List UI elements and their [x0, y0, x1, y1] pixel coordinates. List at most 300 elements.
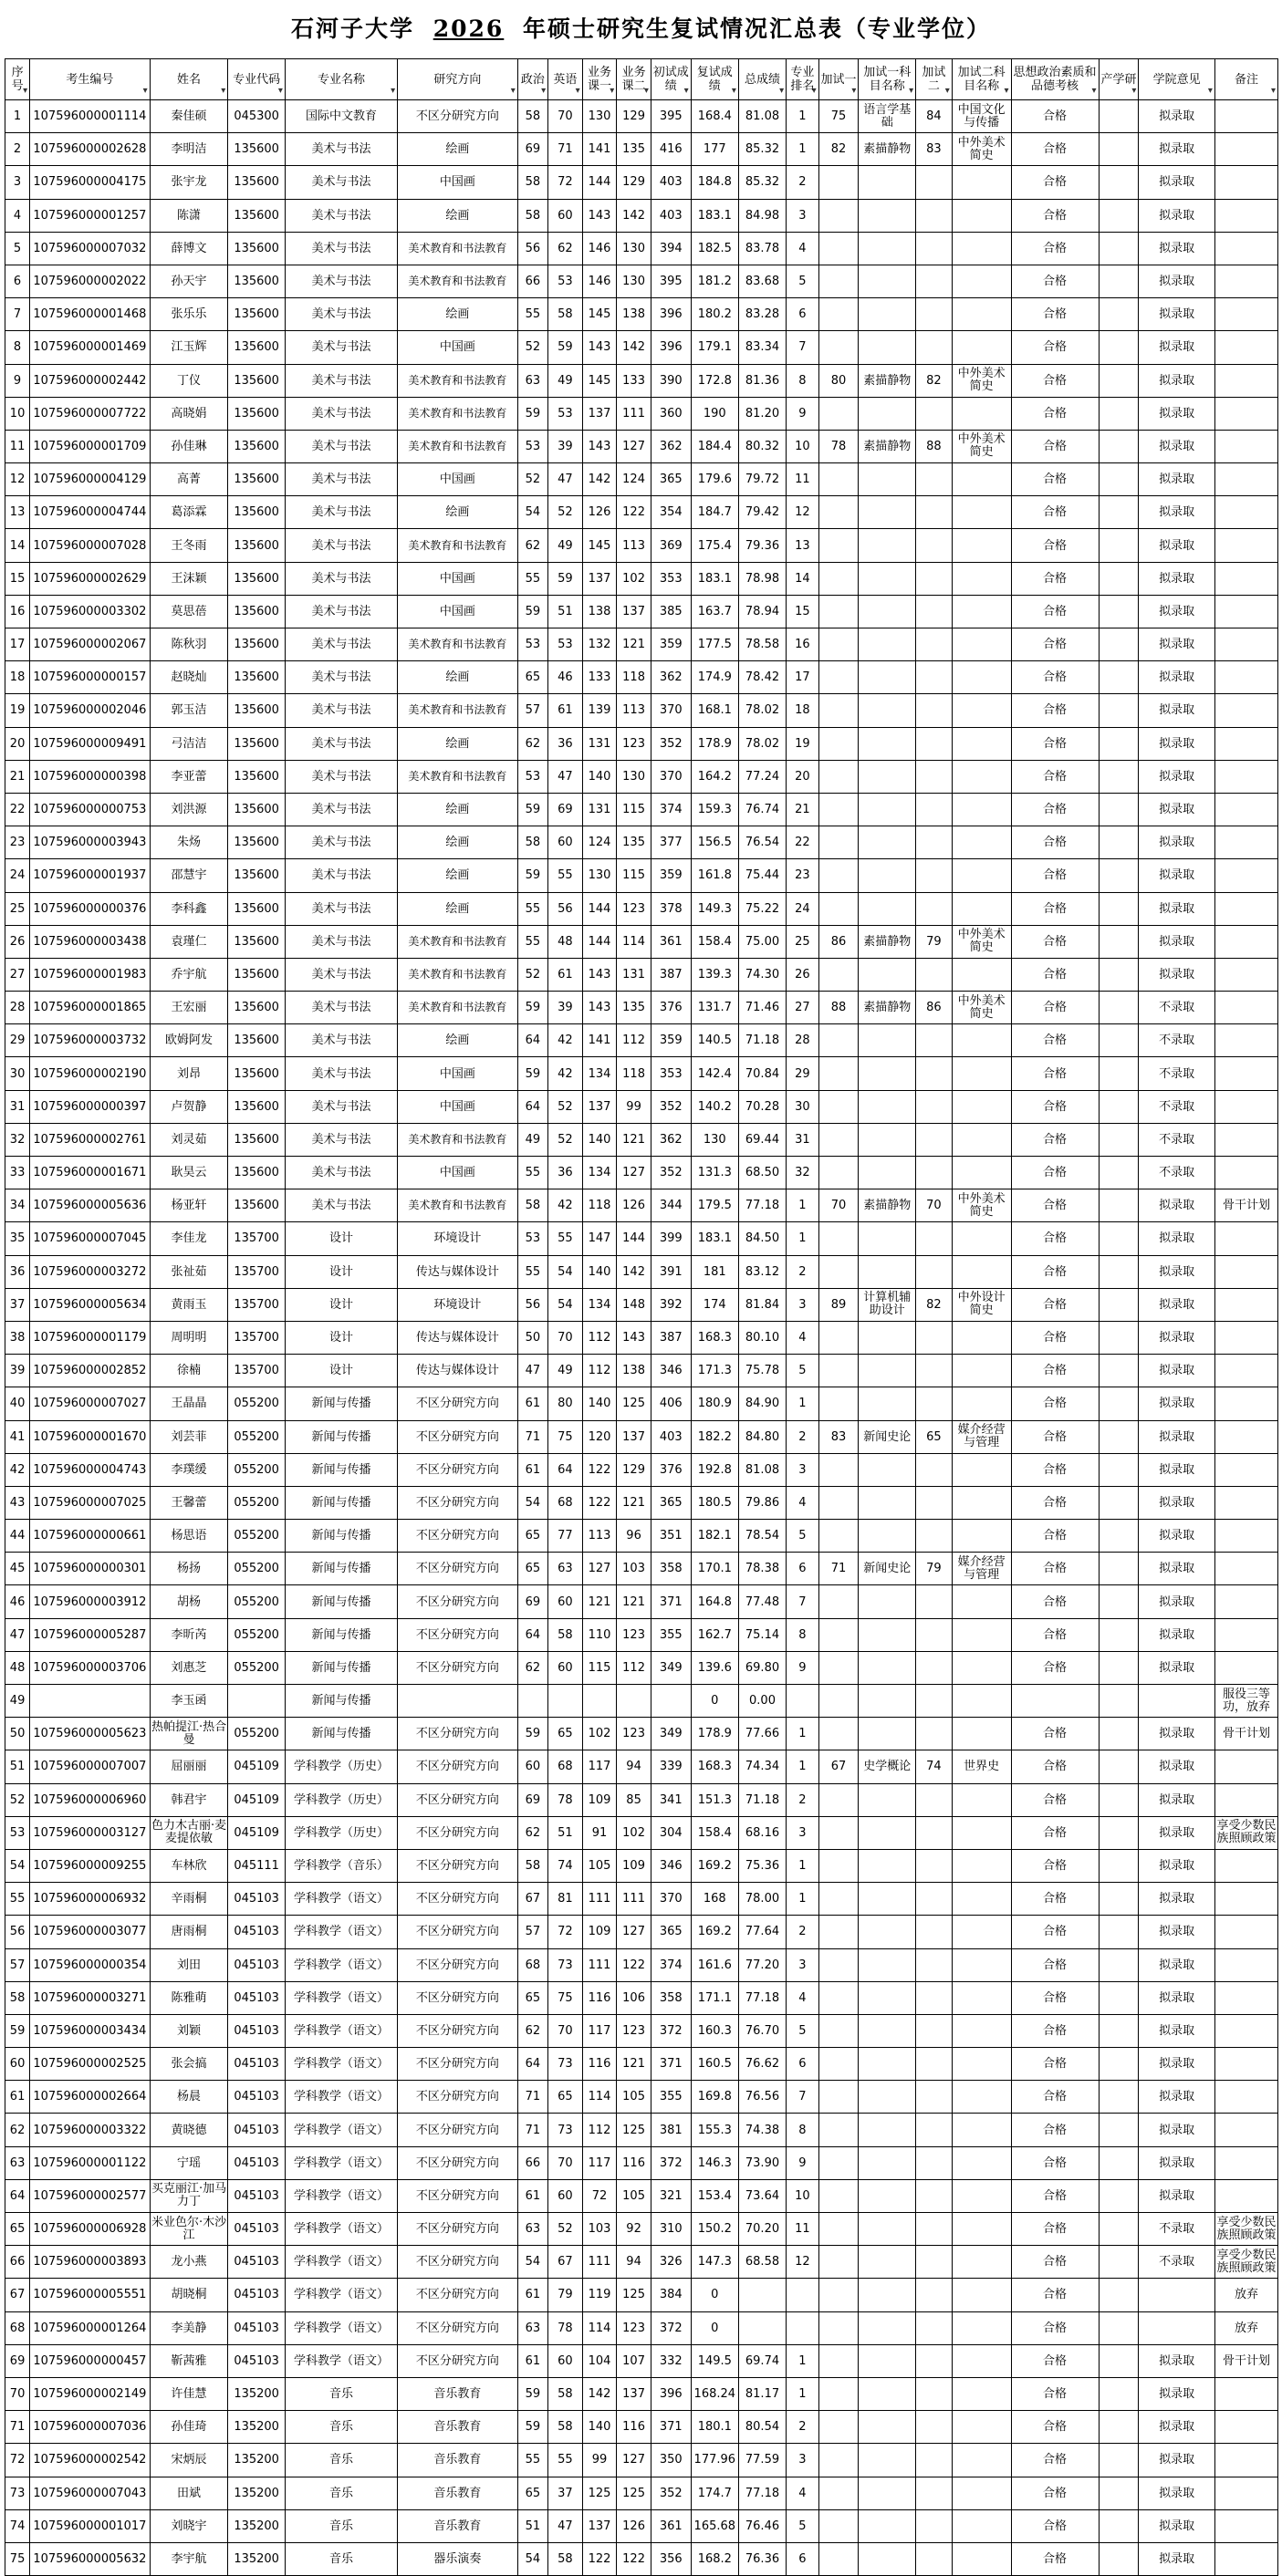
table-cell: 39 — [5, 1355, 30, 1387]
table-cell — [818, 2444, 859, 2477]
table-cell — [1099, 1123, 1139, 1156]
table-cell: 张宇龙 — [150, 166, 228, 199]
column-header[interactable]: 加试一科目名称 ▾ — [859, 59, 916, 100]
table-cell: 139.3 — [691, 958, 738, 991]
table-row — [5, 232, 1278, 265]
table-cell — [1099, 958, 1139, 991]
column-header[interactable]: 姓名 ▾ — [150, 59, 228, 100]
table-cell — [1214, 1981, 1277, 2014]
table-cell — [859, 1123, 916, 1156]
table-cell — [1214, 1057, 1277, 1090]
table-cell: 71.18 — [738, 1783, 786, 1816]
table-cell: 美术教育和书法教育 — [398, 232, 518, 265]
column-header[interactable]: 专业排名 ▾ — [787, 59, 819, 100]
table-row — [5, 1355, 1278, 1387]
table-cell — [1099, 331, 1139, 364]
table-cell — [916, 1157, 953, 1189]
table-cell — [1099, 1321, 1139, 1354]
column-header[interactable]: 政治 ▾ — [517, 59, 547, 100]
table-cell: 张会搞 — [150, 2048, 228, 2081]
table-cell: 美术与书法 — [285, 760, 397, 793]
table-cell — [952, 166, 1011, 199]
column-header[interactable]: 思想政治素质和品德考核 ▾ — [1011, 59, 1099, 100]
table-cell: 李昕芮 — [150, 1618, 228, 1651]
table-cell: 105 — [617, 2179, 651, 2212]
table-cell — [1214, 1255, 1277, 1288]
table-cell: 107596000003912 — [30, 1585, 151, 1618]
table-cell: 61 — [517, 2344, 547, 2377]
table-cell: 107596000001670 — [30, 1420, 151, 1453]
table-cell — [1214, 199, 1277, 232]
table-cell: 122 — [617, 496, 651, 529]
table-cell: 107596000000301 — [30, 1553, 151, 1585]
column-header[interactable]: 业务课一 ▾ — [582, 59, 617, 100]
table-row — [5, 496, 1278, 529]
table-cell: 365 — [651, 1486, 691, 1519]
table-cell — [859, 199, 916, 232]
table-cell: 358 — [651, 1981, 691, 2014]
table-row — [5, 2114, 1278, 2146]
column-header[interactable]: 英语 ▾ — [548, 59, 583, 100]
column-header[interactable]: 备注 ▾ — [1214, 59, 1277, 100]
column-header[interactable]: 专业名称 ▾ — [285, 59, 397, 100]
table-cell: 美术与书法 — [285, 595, 397, 628]
table-cell — [1099, 595, 1139, 628]
table-cell: 130 — [582, 859, 617, 892]
table-cell — [818, 892, 859, 925]
table-cell: 362 — [651, 1123, 691, 1156]
table-cell: 59 — [517, 992, 547, 1024]
table-cell — [952, 2213, 1011, 2246]
table-cell — [818, 1651, 859, 1684]
table-cell: 102 — [617, 562, 651, 595]
table-cell — [787, 1685, 819, 1718]
table-cell: 不区分研究方向 — [398, 2279, 518, 2311]
table-cell: 中国画 — [398, 595, 518, 628]
table-cell: 美术与书法 — [285, 166, 397, 199]
table-cell: 拟录取 — [1139, 1816, 1215, 1849]
table-cell: 61 — [5, 2081, 30, 2114]
table-cell: 130 — [691, 1123, 738, 1156]
table-cell — [952, 2246, 1011, 2279]
table-cell: 60 — [548, 2344, 583, 2377]
table-cell: 媒介经营与管理 — [952, 1553, 1011, 1585]
table-cell: 3 — [787, 1948, 819, 1981]
column-header[interactable]: 总成绩 ▾ — [738, 59, 786, 100]
table-cell: 130 — [617, 760, 651, 793]
table-cell — [1099, 1189, 1139, 1222]
table-cell — [1214, 2114, 1277, 2146]
table-cell: 22 — [5, 793, 30, 826]
column-header[interactable]: 专业代码 ▾ — [228, 59, 286, 100]
table-cell: 62 — [517, 1816, 547, 1849]
table-cell: 103 — [582, 2213, 617, 2246]
table-cell: 39 — [548, 992, 583, 1024]
table-cell: 184.7 — [691, 496, 738, 529]
table-row — [5, 2213, 1278, 2246]
table-cell: 394 — [651, 232, 691, 265]
table-cell: 34 — [5, 1189, 30, 1222]
table-cell: 67 — [818, 1750, 859, 1783]
table-cell — [952, 1024, 1011, 1057]
table-cell: 72 — [548, 1916, 583, 1948]
table-cell: 学科教学（历史） — [285, 1750, 397, 1783]
table-cell — [916, 232, 953, 265]
table-cell: 拟录取 — [1139, 2542, 1215, 2575]
table-cell: 2 — [787, 1255, 819, 1288]
table-cell: 127 — [617, 1157, 651, 1189]
table-cell: 学科教学（语文） — [285, 2114, 397, 2146]
table-cell — [916, 2477, 953, 2509]
table-cell: 84.90 — [738, 1387, 786, 1420]
table-cell: 370 — [651, 760, 691, 793]
table-cell: 78 — [818, 430, 859, 462]
table-row — [5, 1916, 1278, 1948]
table-cell — [818, 1585, 859, 1618]
table-cell — [859, 2213, 916, 2246]
table-cell: 117 — [582, 1750, 617, 1783]
table-cell: 58 — [517, 1189, 547, 1222]
table-cell: 406 — [651, 1387, 691, 1420]
table-cell — [1099, 925, 1139, 958]
table-cell: 美术教育和书法教育 — [398, 694, 518, 727]
table-cell — [1214, 2179, 1277, 2212]
table-cell: 131 — [582, 793, 617, 826]
table-cell — [952, 1718, 1011, 1750]
table-cell — [582, 1685, 617, 1718]
table-cell — [952, 1222, 1011, 1255]
table-cell: 175.4 — [691, 529, 738, 562]
table-cell: 徐楠 — [150, 1355, 228, 1387]
table-cell — [818, 1685, 859, 1718]
table-cell: 81.36 — [738, 364, 786, 397]
table-cell — [818, 2081, 859, 2114]
table-cell — [1214, 1618, 1277, 1651]
table-cell: 拟录取 — [1139, 1321, 1215, 1354]
table-cell: 合格 — [1011, 166, 1099, 199]
table-cell — [952, 298, 1011, 331]
table-row — [5, 595, 1278, 628]
table-cell: 美术与书法 — [285, 892, 397, 925]
table-cell: 合格 — [1011, 2542, 1099, 2575]
table-cell — [916, 793, 953, 826]
table-cell: 拟录取 — [1139, 298, 1215, 331]
table-cell: 164.8 — [691, 1585, 738, 1618]
table-cell: 107596000007027 — [30, 1387, 151, 1420]
table-cell: 47 — [548, 463, 583, 496]
table-cell — [1214, 1222, 1277, 1255]
table-row — [5, 2179, 1278, 2212]
table-cell — [952, 1355, 1011, 1387]
table-cell — [859, 2081, 916, 2114]
table-cell: 45 — [5, 1553, 30, 1585]
table-cell — [818, 232, 859, 265]
table-cell — [952, 661, 1011, 694]
table-cell: 146.3 — [691, 2146, 738, 2179]
table-cell: 拟录取 — [1139, 1948, 1215, 1981]
table-cell — [1099, 826, 1139, 859]
table-cell — [952, 694, 1011, 727]
table-cell: 134 — [582, 1057, 617, 1090]
table-cell: 1 — [787, 2344, 819, 2377]
table-cell: 74.30 — [738, 958, 786, 991]
table-cell: 不录取 — [1139, 1090, 1215, 1123]
table-cell: 47 — [548, 760, 583, 793]
table-cell — [818, 1355, 859, 1387]
table-cell — [818, 859, 859, 892]
table-cell: 77.64 — [738, 1916, 786, 1948]
table-cell — [1214, 2411, 1277, 2444]
table-cell — [1099, 1849, 1139, 1882]
table-cell: 李亚蕾 — [150, 760, 228, 793]
table-cell — [859, 1157, 916, 1189]
table-cell — [859, 2344, 916, 2377]
table-cell: 102 — [582, 1718, 617, 1750]
table-cell: 42 — [548, 1024, 583, 1057]
table-cell: 5 — [787, 1355, 819, 1387]
table-cell: 拟录取 — [1139, 1288, 1215, 1321]
table-cell: 114 — [582, 2081, 617, 2114]
table-cell: 346 — [651, 1355, 691, 1387]
table-cell: 106 — [617, 1981, 651, 2014]
table-cell: 135600 — [228, 298, 286, 331]
table-cell — [1099, 463, 1139, 496]
table-cell: 环境设计 — [398, 1288, 518, 1321]
column-header[interactable]: 加试一 ▾ — [818, 59, 859, 100]
table-cell: 68.16 — [738, 1816, 786, 1849]
table-cell: 77.48 — [738, 1585, 786, 1618]
table-cell: 102 — [617, 1816, 651, 1849]
table-cell — [952, 1981, 1011, 2014]
table-cell: 10 — [787, 430, 819, 462]
table-cell: 65 — [517, 1553, 547, 1585]
table-cell — [818, 628, 859, 661]
table-cell: 107596000004129 — [30, 463, 151, 496]
table-cell: 107596000001865 — [30, 992, 151, 1024]
table-cell: 182.2 — [691, 1420, 738, 1453]
table-cell: 147.3 — [691, 2246, 738, 2279]
table-cell — [916, 397, 953, 430]
table-cell: 055200 — [228, 1486, 286, 1519]
column-header[interactable]: 加试二科目名称 ▾ — [952, 59, 1011, 100]
column-header[interactable]: 产学研 ▾ — [1099, 59, 1139, 100]
table-row — [5, 331, 1278, 364]
table-cell: 陈潇 — [150, 199, 228, 232]
table-cell — [1214, 1024, 1277, 1057]
table-cell: 4 — [787, 232, 819, 265]
table-cell: 美术与书法 — [285, 133, 397, 166]
table-cell: 美术与书法 — [285, 331, 397, 364]
column-header[interactable]: 复试成绩 ▾ — [691, 59, 738, 100]
table-cell: 155.3 — [691, 2114, 738, 2146]
table-cell: 67 — [548, 2246, 583, 2279]
column-header[interactable]: 加试二 ▾ — [916, 59, 953, 100]
table-cell: 358 — [651, 1553, 691, 1585]
table-cell — [952, 958, 1011, 991]
table-cell: 合格 — [1011, 958, 1099, 991]
table-cell: 74.34 — [738, 1750, 786, 1783]
table-cell: 112 — [582, 1321, 617, 1354]
table-cell: 合格 — [1011, 992, 1099, 1024]
table-cell: 107596000002629 — [30, 562, 151, 595]
table-cell — [916, 1321, 953, 1354]
table-cell: 107596000002577 — [30, 2179, 151, 2212]
table-cell: 395 — [651, 100, 691, 133]
column-header[interactable]: 考生编号 ▾ — [30, 59, 151, 100]
table-cell: 16 — [787, 628, 819, 661]
table-cell — [818, 1057, 859, 1090]
table-cell: 122 — [617, 1948, 651, 1981]
table-cell: 138 — [582, 595, 617, 628]
table-cell: 55 — [517, 1255, 547, 1288]
table-cell: 75.22 — [738, 892, 786, 925]
table-cell: 中国画 — [398, 562, 518, 595]
table-cell: 合格 — [1011, 2179, 1099, 2212]
table-cell: 60 — [548, 2179, 583, 2212]
table-cell: 美术教育和书法教育 — [398, 925, 518, 958]
table-cell: 陈雅萌 — [150, 1981, 228, 2014]
table-cell: 14 — [5, 529, 30, 562]
table-cell: 32 — [5, 1123, 30, 1156]
column-header[interactable]: 学院意见 ▾ — [1139, 59, 1215, 100]
table-cell — [818, 2213, 859, 2246]
table-cell: 107596000003732 — [30, 1024, 151, 1057]
table-row — [5, 1883, 1278, 1916]
table-cell: 不区分研究方向 — [398, 1916, 518, 1948]
table-cell: 116 — [582, 1981, 617, 2014]
column-header[interactable]: 业务课二 ▾ — [617, 59, 651, 100]
table-cell: 49 — [5, 1685, 30, 1718]
table-row — [5, 2411, 1278, 2444]
table-cell: 118 — [617, 1057, 651, 1090]
table-cell: 169.2 — [691, 1849, 738, 1882]
table-cell: 0 — [691, 2279, 738, 2311]
table-cell: 168.3 — [691, 1750, 738, 1783]
table-cell: 58 — [548, 2411, 583, 2444]
table-cell: 178.9 — [691, 1718, 738, 1750]
table-cell: 121 — [617, 628, 651, 661]
table-cell: 416 — [651, 133, 691, 166]
table-cell — [916, 2246, 953, 2279]
table-cell — [952, 2377, 1011, 2410]
table-cell: 145 — [582, 364, 617, 397]
table-cell: 57 — [517, 1916, 547, 1948]
table-cell: 孙佳琳 — [150, 430, 228, 462]
table-cell: 135600 — [228, 958, 286, 991]
table-cell — [859, 2246, 916, 2279]
table-cell: 135600 — [228, 331, 286, 364]
table-cell — [1099, 1651, 1139, 1684]
table-row — [5, 760, 1278, 793]
table-cell: 1 — [787, 1387, 819, 1420]
table-cell: 127 — [582, 1553, 617, 1585]
table-cell — [952, 1090, 1011, 1123]
table-cell: 美术与书法 — [285, 364, 397, 397]
table-cell: 61 — [517, 2279, 547, 2311]
table-row — [5, 2444, 1278, 2477]
table-cell: 107596000002664 — [30, 2081, 151, 2114]
table-row — [5, 1849, 1278, 1882]
table-cell: 合格 — [1011, 1189, 1099, 1222]
table-row — [5, 1718, 1278, 1750]
table-cell — [1214, 133, 1277, 166]
table-cell: 5 — [787, 2509, 819, 2542]
table-cell: 47 — [5, 1618, 30, 1651]
table-cell: 74.38 — [738, 2114, 786, 2146]
table-cell: 107596000005551 — [30, 2279, 151, 2311]
table-cell — [1214, 1355, 1277, 1387]
table-cell: 107596000001937 — [30, 859, 151, 892]
table-cell: 349 — [651, 1718, 691, 1750]
table-cell — [916, 694, 953, 727]
table-cell: 140 — [582, 1123, 617, 1156]
table-cell: 53 — [517, 628, 547, 661]
table-cell: 376 — [651, 1453, 691, 1486]
table-cell: 142 — [582, 2377, 617, 2410]
table-cell: 不录取 — [1139, 1123, 1215, 1156]
table-cell — [818, 397, 859, 430]
table-cell: 045103 — [228, 2179, 286, 2212]
table-cell: 不区分研究方向 — [398, 1948, 518, 1981]
table-cell — [916, 1883, 953, 1916]
table-cell: 395 — [651, 265, 691, 297]
table-cell: 拟录取 — [1139, 1783, 1215, 1816]
table-cell — [818, 2311, 859, 2344]
table-cell: 121 — [582, 1585, 617, 1618]
table-cell: 73.90 — [738, 2146, 786, 2179]
table-cell: 不区分研究方向 — [398, 2014, 518, 2047]
table-cell: 107596000002442 — [30, 364, 151, 397]
table-cell: 拟录取 — [1139, 133, 1215, 166]
column-header[interactable]: 序号 ▾ — [5, 59, 30, 100]
table-cell: 135200 — [228, 2509, 286, 2542]
table-cell: 107596000005632 — [30, 2542, 151, 2575]
table-cell: 89 — [818, 1288, 859, 1321]
table-cell: 27 — [787, 992, 819, 1024]
table-cell: 音乐教育 — [398, 2477, 518, 2509]
table-cell: 拟录取 — [1139, 826, 1215, 859]
table-cell: 53 — [548, 265, 583, 297]
table-cell: 69 — [517, 1783, 547, 1816]
table-row — [5, 1585, 1278, 1618]
table-cell: 377 — [651, 826, 691, 859]
table-cell: 美术与书法 — [285, 694, 397, 727]
table-cell: 135600 — [228, 133, 286, 166]
table-cell: 33 — [5, 1157, 30, 1189]
table-cell: 合格 — [1011, 727, 1099, 760]
column-header[interactable]: 初试成绩 ▾ — [651, 59, 691, 100]
table-cell: 不录取 — [1139, 1157, 1215, 1189]
table-cell: 129 — [617, 100, 651, 133]
table-cell — [1099, 760, 1139, 793]
table-cell: 135600 — [228, 1157, 286, 1189]
table-cell — [916, 628, 953, 661]
table-cell: 美术与书法 — [285, 628, 397, 661]
page-title — [0, 0, 1282, 58]
column-header[interactable]: 研究方向 ▾ — [398, 59, 518, 100]
table-cell: 享受少数民族照顾政策 — [1214, 1816, 1277, 1849]
table-cell: 171.3 — [691, 1355, 738, 1387]
table-cell — [1214, 1123, 1277, 1156]
table-cell: 107596000002525 — [30, 2048, 151, 2081]
table-cell: 不区分研究方向 — [398, 1420, 518, 1453]
table-cell — [916, 859, 953, 892]
table-cell — [952, 265, 1011, 297]
table-cell — [952, 1157, 1011, 1189]
table-cell: 359 — [651, 1024, 691, 1057]
title-university: 石河子大学 — [290, 16, 414, 42]
table-cell: 55 — [517, 298, 547, 331]
